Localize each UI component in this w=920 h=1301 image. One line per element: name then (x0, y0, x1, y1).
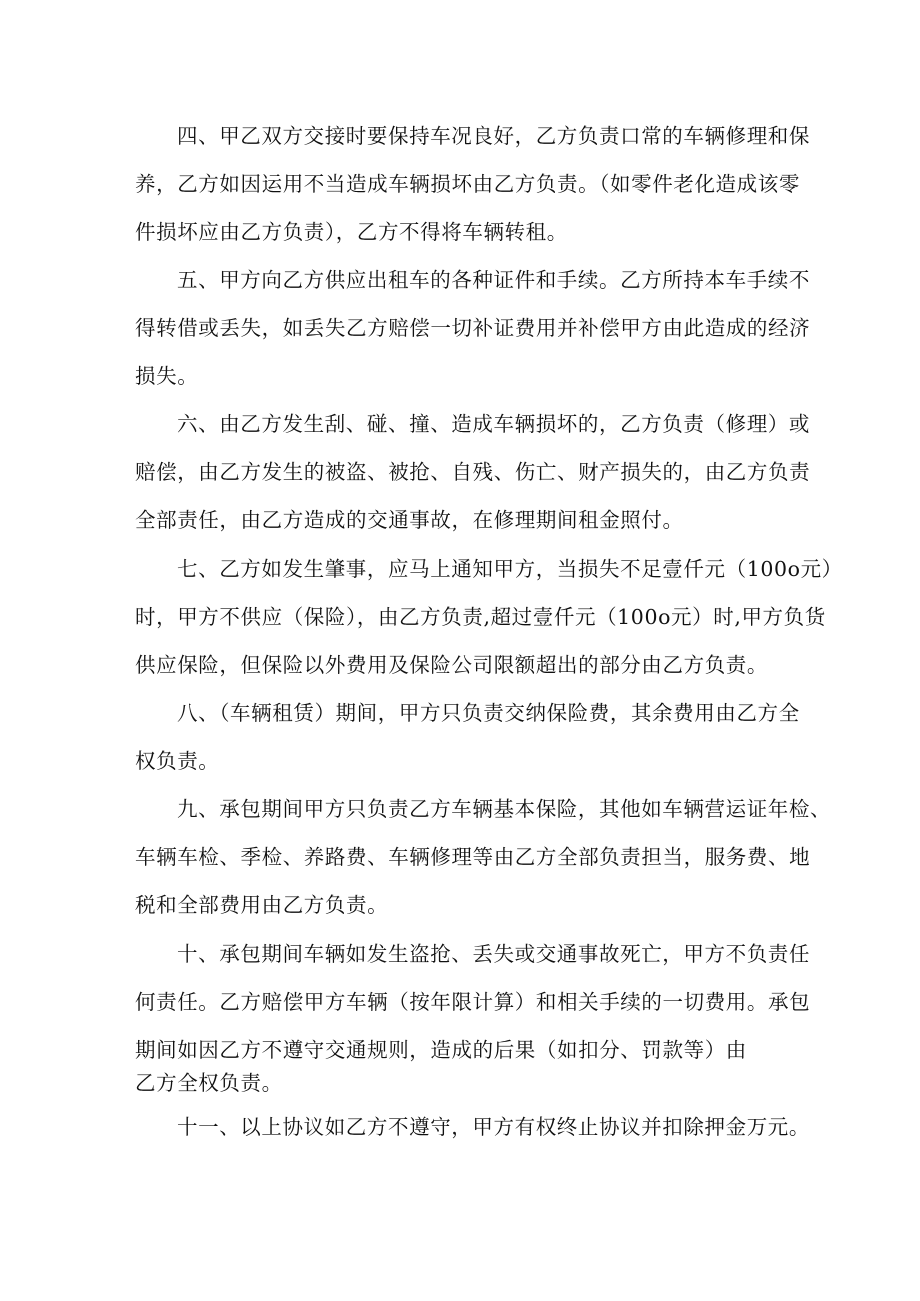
text-line: 七、乙方如发生肇事，应马上通知甲方，当损失不足壹仟元（100o元） (177, 557, 843, 581)
text-line: 件损坏应由乙方负责），乙方不得将车辆转租。 (135, 220, 568, 244)
text-line: 五、甲方向乙方供应出租车的各种证件和手续。乙方所持本车手续不 (177, 268, 810, 292)
text-line: 乙方全权负责。 (135, 1071, 283, 1095)
text-line: 八、（车辆租赁）期间，甲方只负责交纳保险费，其余费用由乙方全 (177, 701, 800, 725)
text-line: 十一、以上协议如乙方不遵守，甲方有权终止协议并扣除押金万元。 (177, 1115, 810, 1139)
text-line: 全部责任，由乙方造成的交通事故，在修理期间租金照付。 (135, 508, 684, 532)
text-line: 赔偿，由乙方发生的被盗、被抢、自残、伤亡、财产损失的，由乙方负责 (135, 460, 811, 484)
text-line: 九、承包期间甲方只负责乙方车辆基本保险，其他如车辆营运证年检、 (177, 797, 832, 821)
text-line: 十、承包期间车辆如发生盗抢、丢失或交通事故死亡，甲方不负责任 (177, 942, 810, 966)
text-line: 税和全部费用由乙方负责。 (135, 893, 389, 917)
text-line: 损失。 (135, 364, 199, 388)
text-line: 六、由乙方发生刮、碰、撞、造成车辆损坏的，乙方负责（修理）或 (177, 412, 810, 436)
text-line: 得转借或丢失，如丢失乙方赔偿一切补证费用并补偿甲方由此造成的经济 (135, 316, 811, 340)
text-line: 养，乙方如因运用不当造成车辆损坏由乙方负责。（如零件老化造成该零 (135, 172, 800, 196)
text-line: 权负责。 (135, 749, 220, 773)
text-line: 期间如因乙方不遵守交通规则，造成的后果（如扣分、罚款等）由 (135, 1038, 747, 1062)
text-line: 何责任。乙方赔偿甲方车辆（按年限计算）和相关手续的一切费用。承包 (135, 990, 811, 1014)
text-line: 车辆车检、季检、养路费、车辆修理等由乙方全部负责担当，服务费、地 (135, 845, 811, 869)
text-line: 时，甲方不供应（保险），由乙方负责,超过壹仟元（100o元）时,甲方负货 (135, 605, 826, 629)
text-line: 供应保险，但保险以外费用及保险公司限额超出的部分由乙方负责。 (135, 653, 768, 677)
text-line: 四、甲乙双方交接时要保持车况良好，乙方负责口常的车辆修理和保 (177, 124, 810, 148)
